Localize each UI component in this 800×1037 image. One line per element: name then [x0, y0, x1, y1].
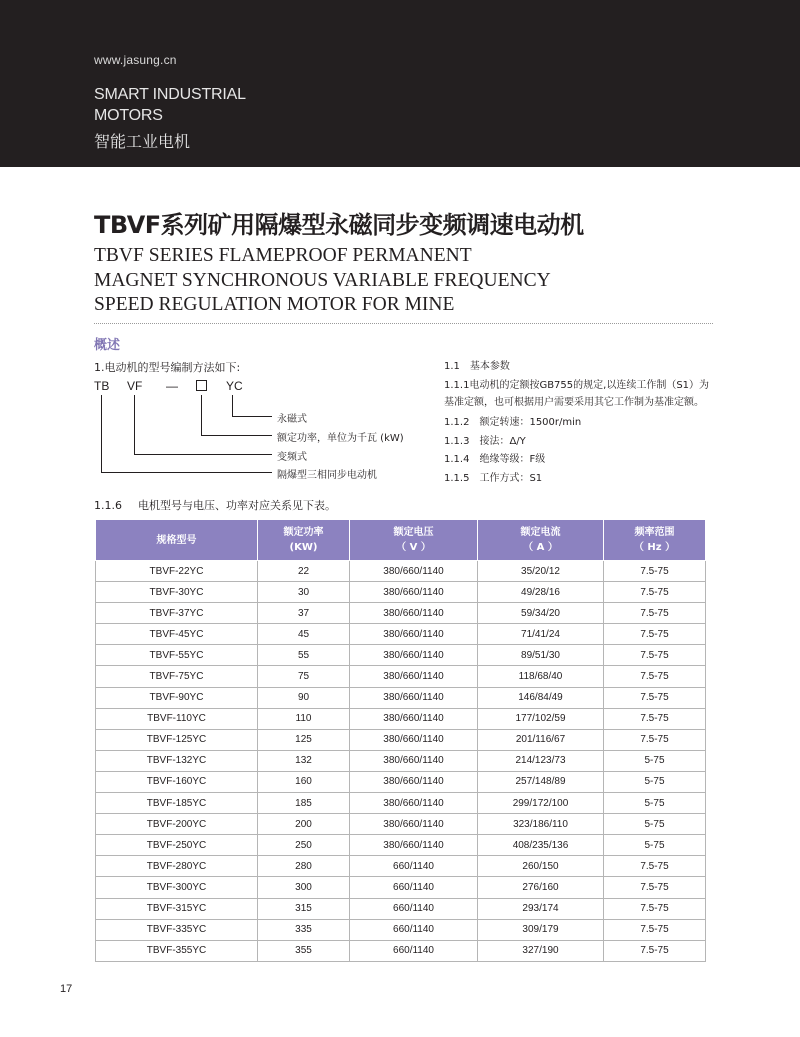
- header-tagline-cn: 智能工业电机: [94, 132, 191, 151]
- cell-frequency: 7.5-75: [604, 666, 706, 687]
- cell-model: TBVF-185YC: [96, 793, 258, 814]
- cell-voltage: 660/1140: [350, 919, 478, 940]
- code-part-dash: —: [166, 379, 178, 393]
- cell-power: 335: [258, 919, 350, 940]
- page-number: 17: [60, 983, 73, 995]
- cell-current: 257/148/89: [478, 771, 604, 792]
- cell-power: 30: [258, 582, 350, 603]
- cell-power: 75: [258, 666, 350, 687]
- cell-power: 22: [258, 561, 350, 582]
- table-row: [96, 835, 706, 856]
- cell-frequency: 5-75: [604, 814, 706, 835]
- table-row: [96, 940, 706, 961]
- cell-model: TBVF-355YC: [96, 940, 258, 961]
- cell-current: 293/174: [478, 898, 604, 919]
- page-title-en-line1: TBVF SERIES FLAMEPROOF PERMANENT: [94, 245, 472, 266]
- table-row: [96, 708, 706, 729]
- param-row: 1.1.3 接法：Δ/Y: [444, 436, 526, 447]
- code-desc-tb: 隔爆型三相同步电动机: [277, 470, 377, 481]
- cell-model: TBVF-250YC: [96, 835, 258, 856]
- cell-current: 71/41/24: [478, 624, 604, 645]
- cell-model: TBVF-300YC: [96, 877, 258, 898]
- header-current: 额定电流 （ A ）: [478, 520, 604, 561]
- cell-voltage: 660/1140: [350, 877, 478, 898]
- cell-voltage: 380/660/1140: [350, 708, 478, 729]
- table-row: [96, 603, 706, 624]
- header-voltage: 额定电压 （ V ）: [350, 520, 478, 561]
- cell-model: TBVF-315YC: [96, 898, 258, 919]
- cell-current: 276/160: [478, 877, 604, 898]
- cell-frequency: 5-75: [604, 793, 706, 814]
- cell-model: TBVF-30YC: [96, 582, 258, 603]
- page-title-en-line2: MAGNET SYNCHRONOUS VARIABLE FREQUENCY: [94, 270, 551, 291]
- cell-current: 408/235/136: [478, 835, 604, 856]
- cell-current: 118/68/40: [478, 666, 604, 687]
- cell-model: TBVF-22YC: [96, 561, 258, 582]
- code-desc-yc: 永磁式: [277, 414, 307, 425]
- cell-current: 59/34/20: [478, 603, 604, 624]
- table-row: [96, 729, 706, 750]
- cell-model: TBVF-125YC: [96, 729, 258, 750]
- page-title-cn: TBVF系列矿用隔爆型永磁同步变频调速电动机: [94, 211, 584, 239]
- table-row: [96, 814, 706, 835]
- cell-power: 55: [258, 645, 350, 666]
- cell-current: 89/51/30: [478, 645, 604, 666]
- table-row: [96, 645, 706, 666]
- cell-model: TBVF-90YC: [96, 687, 258, 708]
- cell-voltage: 380/660/1140: [350, 793, 478, 814]
- cell-current: 260/150: [478, 856, 604, 877]
- website-url[interactable]: www.jasung.cn: [94, 53, 177, 67]
- cell-voltage: 380/660/1140: [350, 624, 478, 645]
- table-row: [96, 750, 706, 771]
- cell-power: 315: [258, 898, 350, 919]
- cell-frequency: 7.5-75: [604, 856, 706, 877]
- cell-model: TBVF-335YC: [96, 919, 258, 940]
- cell-power: 300: [258, 877, 350, 898]
- cell-current: 35/20/12: [478, 561, 604, 582]
- cell-frequency: 5-75: [604, 750, 706, 771]
- code-desc-vf: 变频式: [277, 452, 307, 463]
- table-row: [96, 624, 706, 645]
- cell-power: 280: [258, 856, 350, 877]
- cell-model: TBVF-200YC: [96, 814, 258, 835]
- cell-power: 160: [258, 771, 350, 792]
- cell-current: 327/190: [478, 940, 604, 961]
- cell-voltage: 380/660/1140: [350, 582, 478, 603]
- cell-voltage: 380/660/1140: [350, 814, 478, 835]
- table-row: [96, 666, 706, 687]
- table-row: [96, 856, 706, 877]
- cell-current: 214/123/73: [478, 750, 604, 771]
- cell-current: 323/186/110: [478, 814, 604, 835]
- code-desc-power: 额定功率，单位为千瓦 (kW): [277, 433, 404, 444]
- cell-power: 125: [258, 729, 350, 750]
- cell-power: 250: [258, 835, 350, 856]
- cell-power: 110: [258, 708, 350, 729]
- cell-voltage: 660/1140: [350, 898, 478, 919]
- cell-voltage: 380/660/1140: [350, 603, 478, 624]
- code-part-yc: YC: [226, 379, 243, 393]
- cell-power: 132: [258, 750, 350, 771]
- cell-current: 146/84/49: [478, 687, 604, 708]
- table-row: [96, 771, 706, 792]
- dotted-divider: [94, 323, 713, 324]
- cell-voltage: 380/660/1140: [350, 729, 478, 750]
- cell-frequency: 7.5-75: [604, 582, 706, 603]
- cell-voltage: 660/1140: [350, 940, 478, 961]
- table-row: [96, 687, 706, 708]
- cell-frequency: 7.5-75: [604, 729, 706, 750]
- table-header-row: [96, 520, 706, 561]
- header-tagline-line2: MOTORS: [94, 107, 163, 124]
- table-row: [96, 561, 706, 582]
- cell-power: 37: [258, 603, 350, 624]
- cell-frequency: 7.5-75: [604, 898, 706, 919]
- section-label-overview: 概述: [94, 338, 121, 353]
- cell-power: 355: [258, 940, 350, 961]
- cell-voltage: 380/660/1140: [350, 666, 478, 687]
- table-row: [96, 877, 706, 898]
- cell-model: TBVF-280YC: [96, 856, 258, 877]
- cell-frequency: 5-75: [604, 835, 706, 856]
- cell-model: TBVF-37YC: [96, 603, 258, 624]
- cell-frequency: 7.5-75: [604, 603, 706, 624]
- cell-current: 177/102/59: [478, 708, 604, 729]
- page-title-en-line3: SPEED REGULATION MOTOR FOR MINE: [94, 294, 455, 315]
- header-model: 规格型号: [96, 520, 258, 561]
- table-row: [96, 919, 706, 940]
- param-row: 1.1.2 额定转速：1500r/min: [444, 417, 582, 428]
- cell-model: TBVF-45YC: [96, 624, 258, 645]
- cell-model: TBVF-160YC: [96, 771, 258, 792]
- table-row: [96, 898, 706, 919]
- param-row: 1.1.5 工作方式：S1: [444, 473, 543, 484]
- param-row: 1.1.1电动机的定额按GB755的规定,以连续工作制（S1）为: [444, 380, 710, 391]
- cell-frequency: 7.5-75: [604, 561, 706, 582]
- cell-voltage: 380/660/1140: [350, 750, 478, 771]
- param-row: 1.1.4 绝缘等级：F级: [444, 454, 546, 465]
- cell-model: TBVF-55YC: [96, 645, 258, 666]
- cell-frequency: 7.5-75: [604, 624, 706, 645]
- cell-power: 45: [258, 624, 350, 645]
- table-row: [96, 793, 706, 814]
- cell-current: 49/28/16: [478, 582, 604, 603]
- table-row: [96, 582, 706, 603]
- cell-voltage: 380/660/1140: [350, 771, 478, 792]
- header-power: 额定功率 (KW): [258, 520, 350, 561]
- cell-model: TBVF-75YC: [96, 666, 258, 687]
- spec-table-body: [96, 561, 706, 962]
- cell-voltage: 380/660/1140: [350, 561, 478, 582]
- cell-frequency: 7.5-75: [604, 940, 706, 961]
- table-caption: 1.1.6 电机型号与电压、功率对应关系见下表。: [94, 499, 336, 512]
- param-row: 基准定额，也可根据用户需要采用其它工作制为基准定额。: [444, 397, 704, 408]
- cell-frequency: 7.5-75: [604, 645, 706, 666]
- cell-power: 185: [258, 793, 350, 814]
- cell-frequency: 7.5-75: [604, 877, 706, 898]
- code-part-vf: VF: [127, 379, 143, 393]
- cell-power: 200: [258, 814, 350, 835]
- model-code-heading: 1.电动机的型号编制方法如下:: [94, 361, 241, 374]
- cell-model: TBVF-110YC: [96, 708, 258, 729]
- cell-frequency: 7.5-75: [604, 919, 706, 940]
- code-part-tb: TB: [94, 379, 110, 393]
- cell-current: 299/172/100: [478, 793, 604, 814]
- cell-voltage: 380/660/1140: [350, 687, 478, 708]
- cell-current: 201/116/67: [478, 729, 604, 750]
- cell-model: TBVF-132YC: [96, 750, 258, 771]
- cell-frequency: 5-75: [604, 771, 706, 792]
- header-frequency: 频率范围 （ Hz ）: [604, 520, 706, 561]
- cell-voltage: 380/660/1140: [350, 835, 478, 856]
- cell-current: 309/179: [478, 919, 604, 940]
- param-row: 1.1 基本参数: [444, 361, 510, 372]
- cell-voltage: 380/660/1140: [350, 645, 478, 666]
- code-part-power-box: [196, 380, 207, 391]
- spec-table: [95, 519, 706, 962]
- cell-frequency: 7.5-75: [604, 708, 706, 729]
- header-tagline-line1: SMART INDUSTRIAL: [94, 86, 246, 103]
- cell-voltage: 660/1140: [350, 856, 478, 877]
- code-bracket-tb: [101, 395, 272, 473]
- cell-power: 90: [258, 687, 350, 708]
- header-band: [0, 0, 800, 167]
- cell-frequency: 7.5-75: [604, 687, 706, 708]
